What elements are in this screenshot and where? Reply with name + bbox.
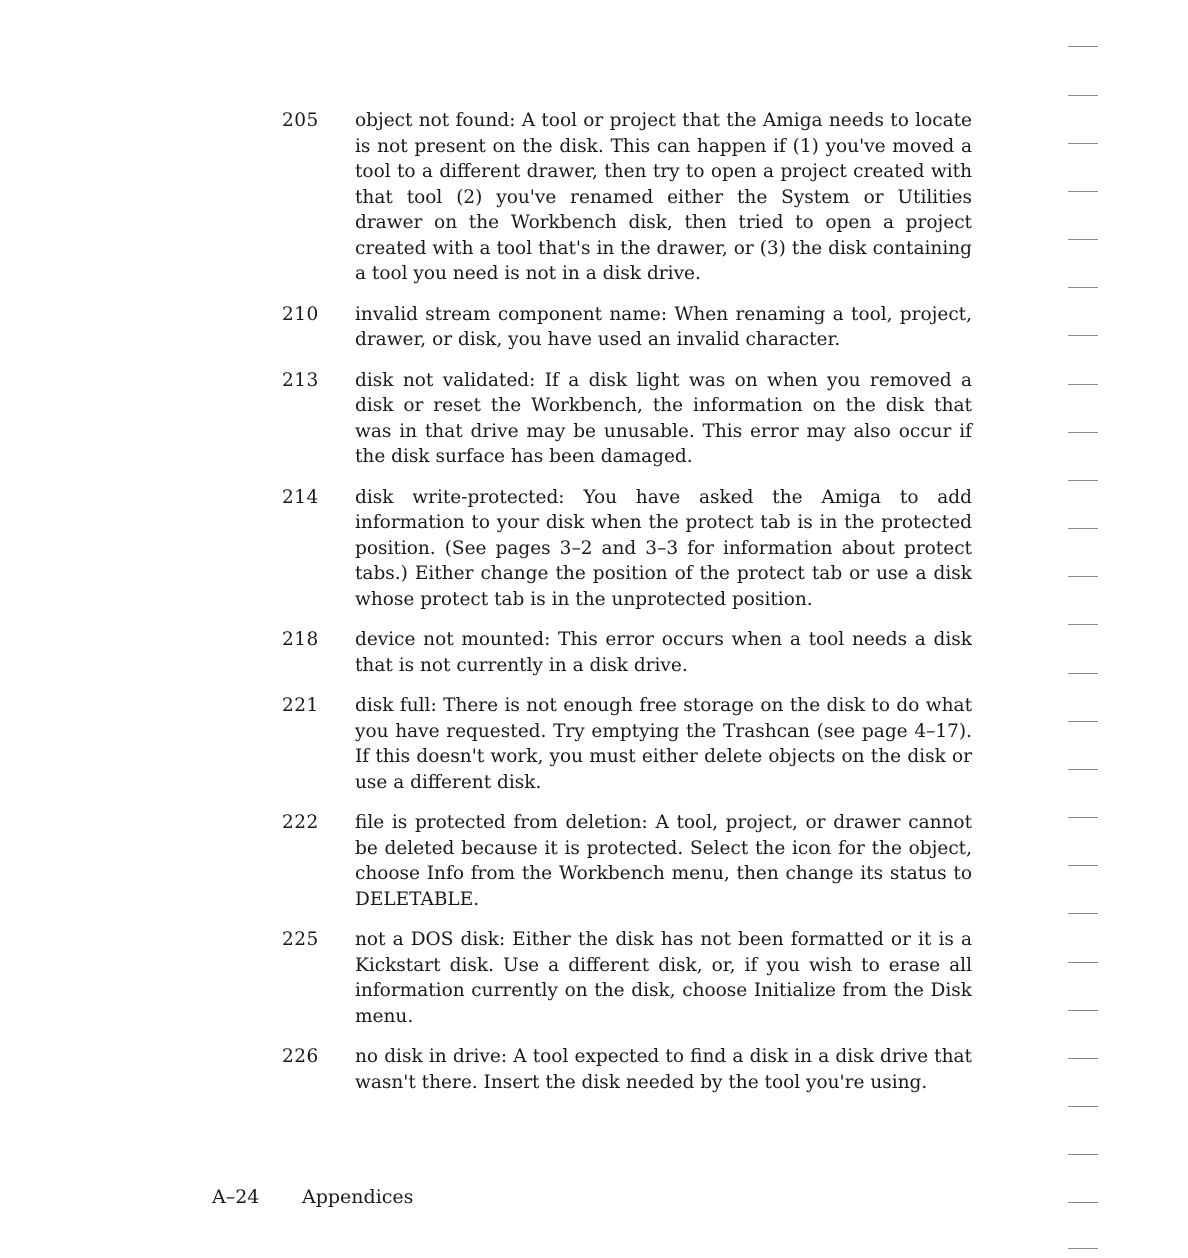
edge-mark [1068, 962, 1098, 963]
error-description: disk write-protected: You have asked the Amiga to add information to your disk when the protect tab is in the protected position. (See pages 3–2 and 3–3 for information about protect tabs.) Either change the position of the protect tab or use a disk whose protect tab is in the unprotected position. [355, 486, 972, 610]
edge-mark [1068, 143, 1098, 144]
error-code: 205 [282, 110, 319, 131]
error-description: no disk in drive: A tool expected to find a disk in a disk drive that wasn't there. Insert the disk needed by the tool you're using. [355, 1046, 972, 1093]
edge-mark [1068, 191, 1098, 192]
error-code: 218 [282, 629, 319, 650]
edge-mark [1068, 673, 1098, 674]
error-description: disk full: There is not enough free storage on the disk to do what you have requested. Try emptying the Trashcan (see page 4–17). If this doesn't work, you must either delete objects on the disk or use a different disk. [355, 695, 972, 793]
error-code: 222 [282, 812, 319, 833]
edge-mark [1068, 384, 1098, 385]
edge-mark [1068, 528, 1098, 529]
error-code: 225 [282, 929, 319, 950]
edge-mark [1068, 1058, 1098, 1059]
error-entry-222 [282, 810, 972, 912]
error-description: object not found: A tool or project that the Amiga needs to locate is not present on the disk. This can happen if (1) you've moved a tool to a different drawer, then try to open a project created with that tool (2) you've renamed either the System or Utilities drawer on the Workbench disk, then tried to open a project created with a tool that's in the drawer, or (3) the disk containing a tool you need is not in a disk drive. [355, 110, 972, 284]
edge-mark [1068, 1154, 1098, 1155]
edge-mark [1068, 576, 1098, 577]
error-description: disk not validated: If a disk light was on when you removed a disk or reset the Workbench, the information on the disk that was in that drive may be unusable. This error may also occur if the disk surface has been damaged. [355, 369, 972, 467]
edge-mark [1068, 95, 1098, 96]
error-code-list [282, 108, 972, 1110]
edge-mark [1068, 721, 1098, 722]
error-entry-218 [282, 627, 972, 678]
error-entry-221 [282, 693, 972, 795]
error-entry-226 [282, 1044, 972, 1095]
section-title: Appendices [302, 1186, 414, 1208]
edge-mark [1068, 1010, 1098, 1011]
error-code: 210 [282, 303, 319, 325]
edge-mark [1068, 432, 1098, 433]
error-description: file is protected from deletion: A tool, project, or drawer cannot be deleted because it is protected. Select the icon for the object, choose Info from the Workbench menu, then change its status to DELETABLE. [355, 812, 972, 910]
edge-mark [1068, 624, 1098, 625]
error-code: 226 [282, 1046, 319, 1067]
error-entry-225 [282, 927, 972, 1029]
error-code: 213 [282, 369, 319, 391]
edge-mark [1068, 1106, 1098, 1107]
error-entry-210 [282, 302, 972, 353]
error-entry-205 [282, 108, 972, 287]
edge-mark [1068, 913, 1098, 914]
error-description: device not mounted: This error occurs when a tool needs a disk that is not currently in a disk drive. [355, 629, 972, 676]
error-code: 214 [282, 486, 319, 508]
edge-mark [1068, 287, 1098, 288]
edge-mark [1068, 480, 1098, 481]
error-description: invalid stream component name: When renaming a tool, project, drawer, or disk, you have used an invalid character. [355, 303, 972, 350]
error-entry-214 [282, 485, 972, 613]
page-edge-marks [1068, 0, 1108, 1258]
edge-mark [1068, 239, 1098, 240]
error-entry-213 [282, 368, 972, 470]
error-description: not a DOS disk: Either the disk has not been formatted or it is a Kickstart disk. Use a different disk, or, if you wish to erase all information currently on the disk, choose Initialize from the Disk menu. [355, 929, 972, 1027]
edge-mark [1068, 1202, 1098, 1203]
edge-mark [1068, 865, 1098, 866]
edge-mark [1068, 817, 1098, 818]
page-number: A–24 [212, 1186, 260, 1208]
edge-mark [1068, 1248, 1098, 1249]
edge-mark [1068, 335, 1098, 336]
edge-mark [1068, 46, 1098, 47]
page-footer [212, 1184, 413, 1210]
edge-mark [1068, 769, 1098, 770]
error-code: 221 [282, 695, 319, 716]
